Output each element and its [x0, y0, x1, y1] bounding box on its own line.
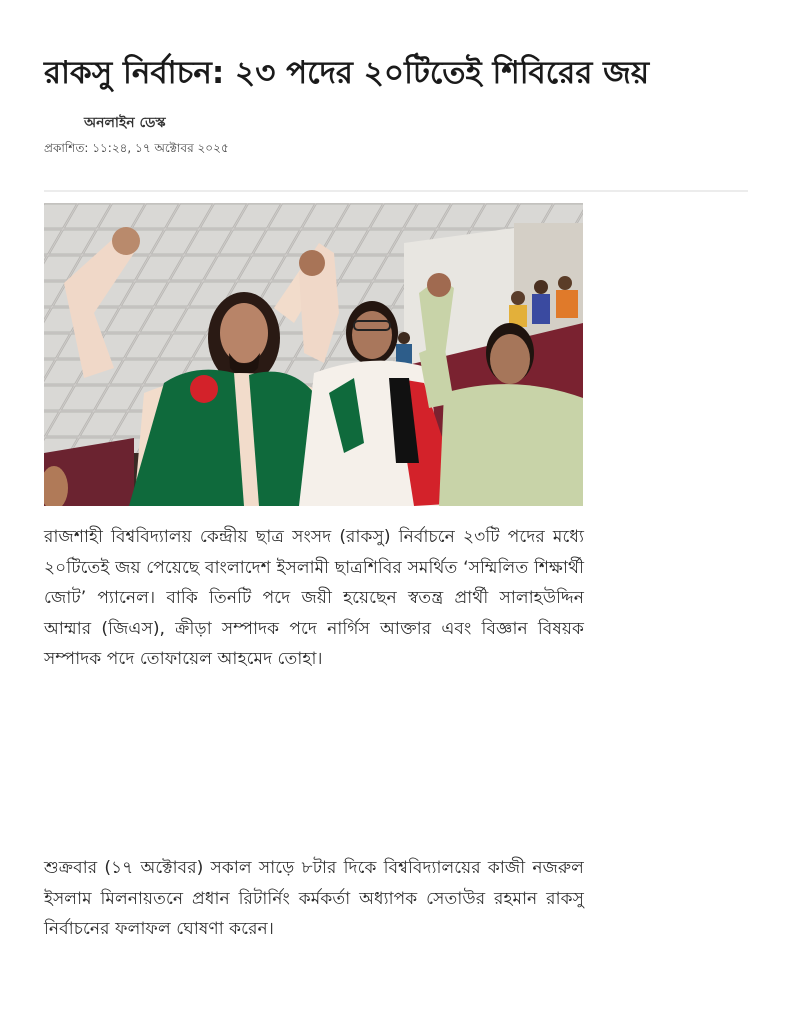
author-avatar — [44, 112, 72, 134]
article-paragraph: রাজশাহী বিশ্ববিদ্যালয় কেন্দ্রীয় ছাত্র সংসদ (রাকসু) নির্বাচনে ২৩টি পদের মধ্যে ২০টিতেই জয় পেয়েছে বাংলাদেশ ইসলামী ছাত্রশিবির সমর্থিত ‘সম্মিলিত শিক্ষার্থী জোট’ প্যানেল। বাকি তিনটি পদে জয়ী হয়েছেন স্বতন্ত্র প্রার্থী সালাহউদ্দিন আম্মার (জিএস), ক্রীড়া সম্পাদক পদে নার্গিস আক্তার এবং বিজ্ঞান বিষয়ক সম্পাদক পদে তোফায়েল আহমেদ তোহা। — [44, 527, 584, 669]
publish-timestamp: প্রকাশিত: ১১:২৪, ১৭ অক্টোবর ২০২৫ — [44, 141, 229, 155]
article-photo — [44, 203, 583, 506]
byline — [44, 112, 166, 134]
article-paragraph: শুক্রবার (১৭ অক্টোবর) সকাল সাড়ে ৮টার দিকে বিশ্ববিদ্যালয়ের কাজী নজরুল ইসলাম মিলনায়তনে প্রধান রিটার্নিং কর্মকর্তা অধ্যাপক সেতাউর রহমান রাকসু নির্বাচনের ফলাফল ঘোষণা করেন। — [44, 858, 584, 939]
students-celebrating-image — [44, 203, 583, 506]
article-headline: রাকসু নির্বাচন: ২৩ পদের ২০টিতেই শিবিরের জয় — [44, 55, 650, 91]
author-name[interactable]: অনলাইন ডেস্ক — [84, 115, 166, 131]
header-divider — [44, 190, 748, 192]
